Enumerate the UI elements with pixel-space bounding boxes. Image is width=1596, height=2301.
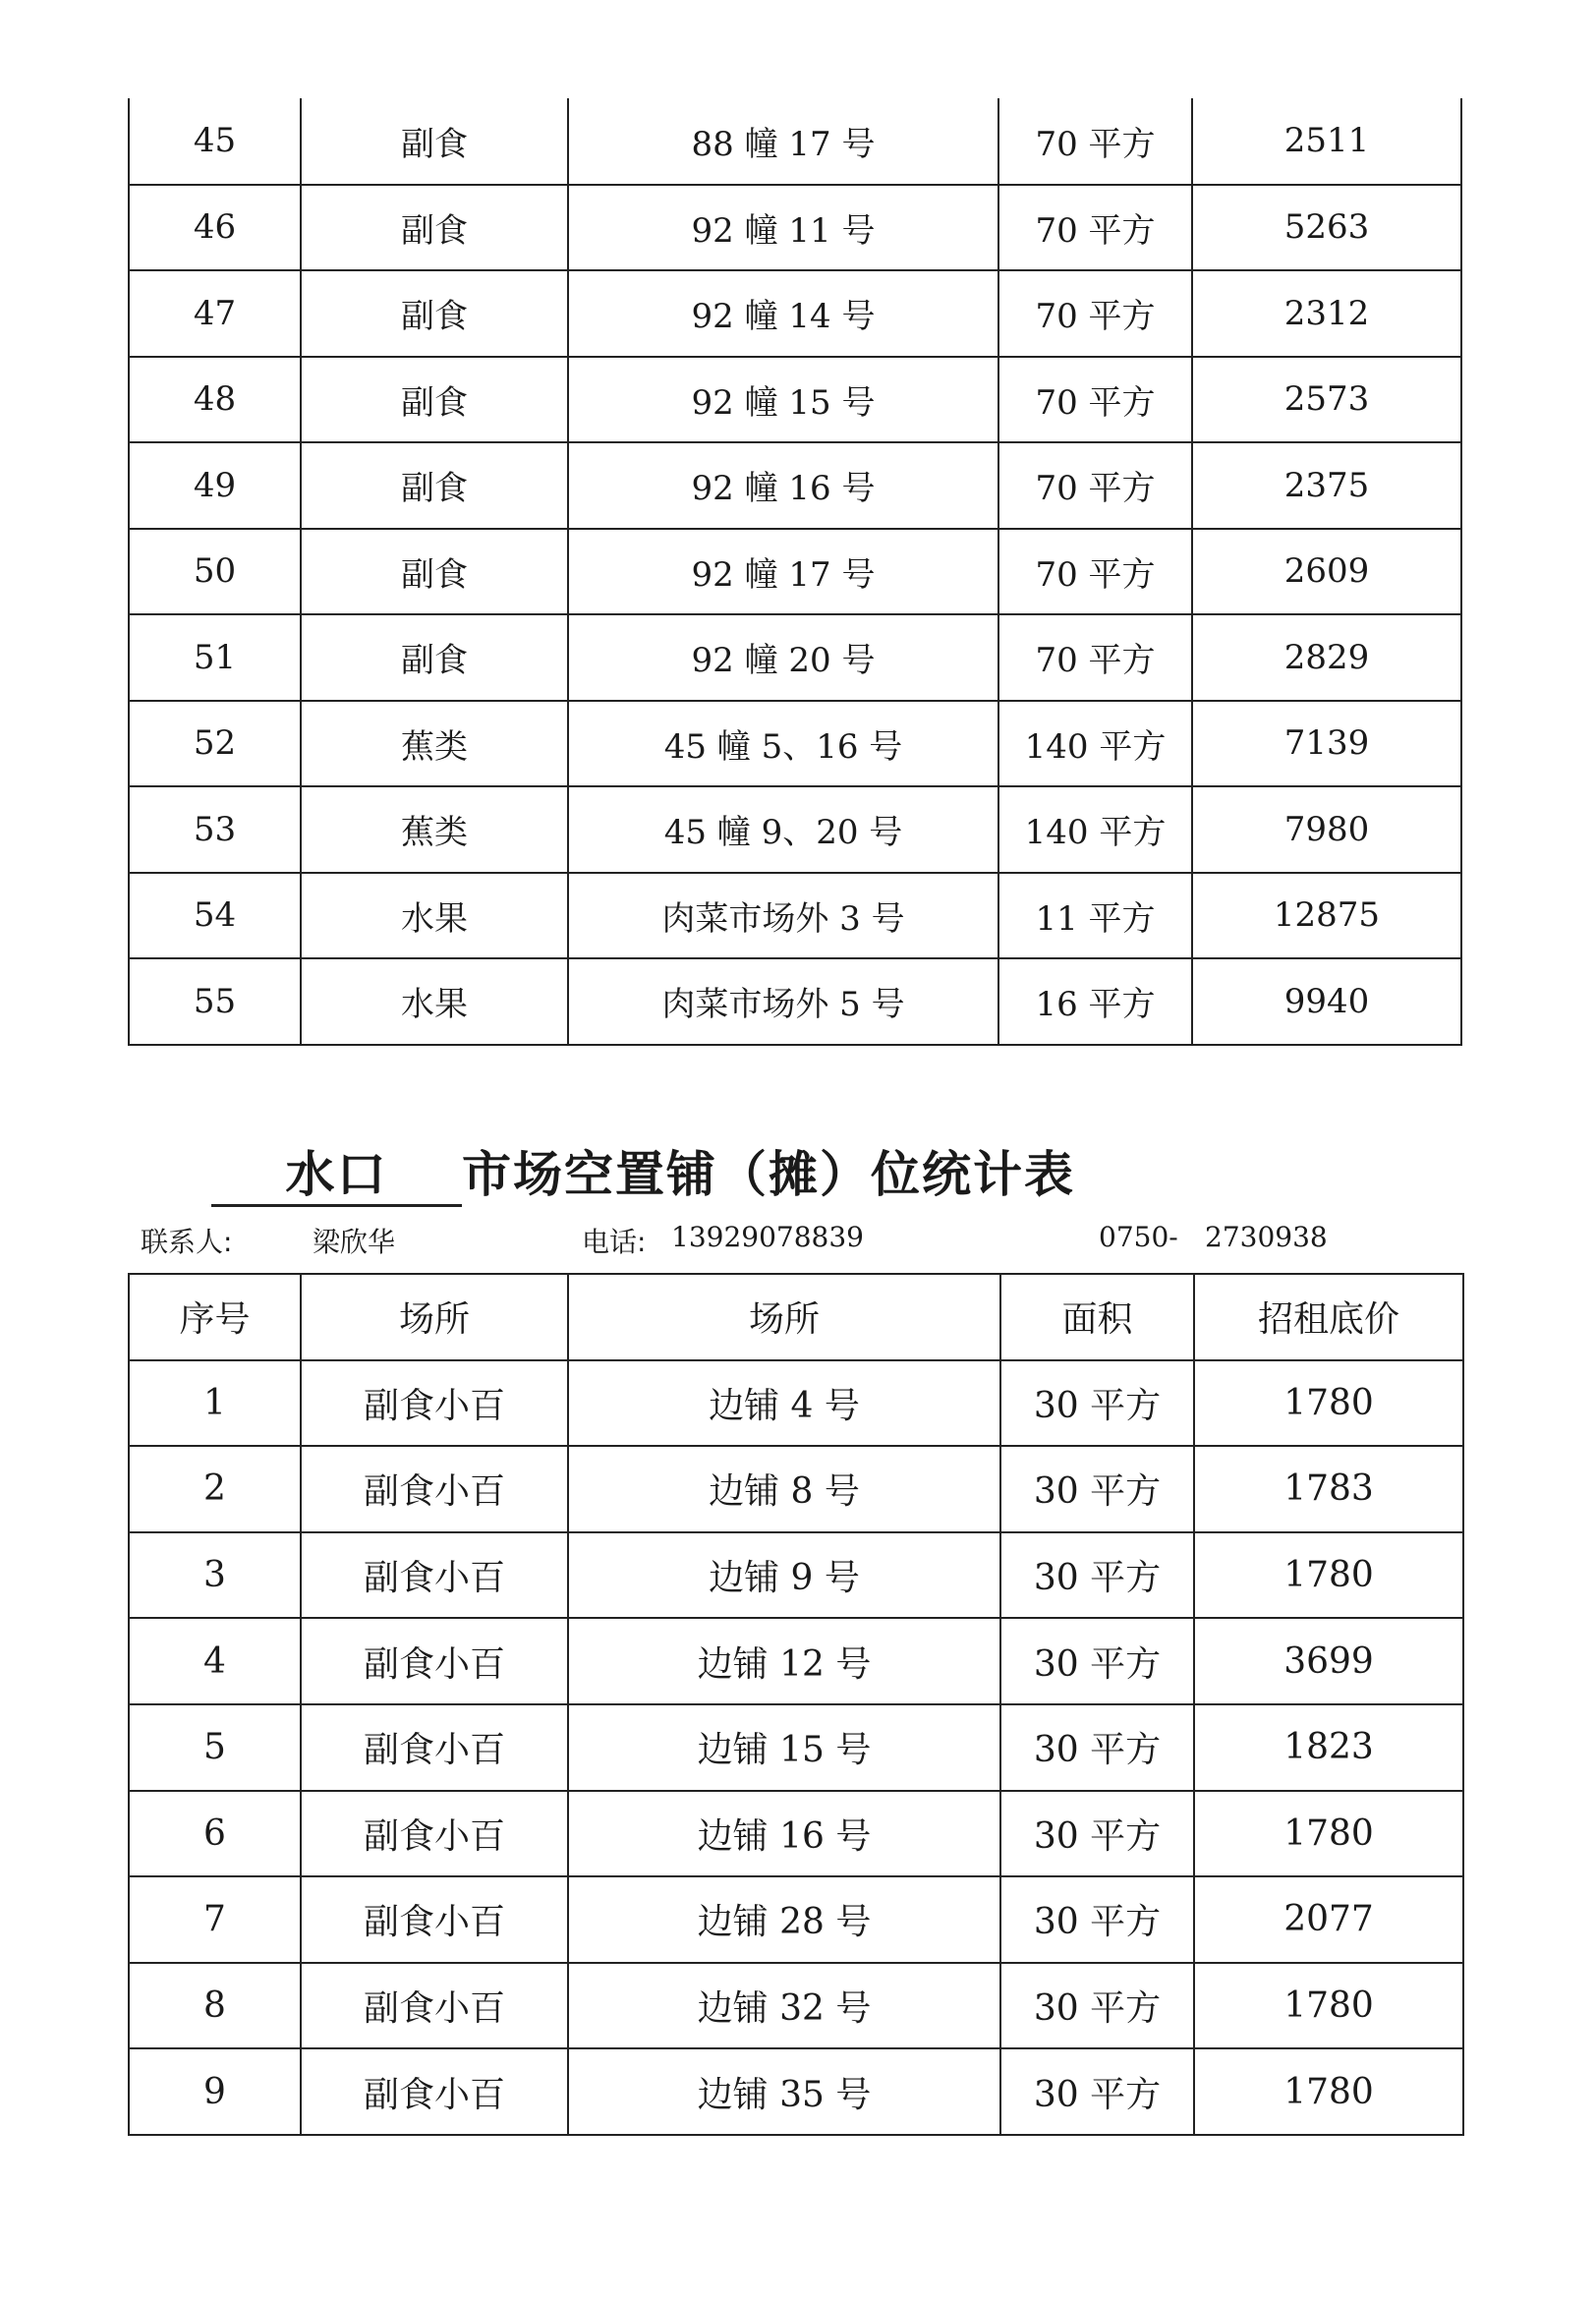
cell-category: 副食 <box>301 185 568 271</box>
cell-no: 47 <box>129 270 301 357</box>
table-row <box>129 2048 1463 2135</box>
top-rental-table <box>128 98 1462 1046</box>
cell-location: 45 幢 9、20 号 <box>568 786 998 873</box>
header-category: 场所 <box>301 1274 568 1360</box>
cell-area: 70 平方 <box>998 614 1192 701</box>
cell-price: 9940 <box>1192 958 1461 1045</box>
cell-price: 7980 <box>1192 786 1461 873</box>
cell-category: 副食 <box>301 270 568 357</box>
contact-name: 梁欣华 <box>313 1226 396 1258</box>
top-table-body <box>129 98 1461 1045</box>
table-row <box>129 1876 1463 1963</box>
cell-category: 副食 <box>301 529 568 615</box>
table-row <box>129 1446 1463 1532</box>
cell-category: 副食小百 <box>301 1360 568 1447</box>
cell-area: 30 平方 <box>1000 1532 1194 1619</box>
cell-area: 11 平方 <box>998 873 1192 959</box>
cell-category: 副食小百 <box>301 1876 568 1963</box>
table-row <box>129 442 1461 529</box>
cell-area: 16 平方 <box>998 958 1192 1045</box>
table-row <box>129 701 1461 787</box>
cell-area: 70 平方 <box>998 185 1192 271</box>
table-row <box>129 1963 1463 2049</box>
cell-location: 45 幢 5、16 号 <box>568 701 998 787</box>
cell-price: 2511 <box>1192 98 1461 185</box>
table-row <box>129 1704 1463 1791</box>
cell-category: 副食小百 <box>301 1704 568 1791</box>
cell-location: 边铺 12 号 <box>568 1618 1000 1704</box>
table-row <box>129 270 1461 357</box>
cell-area: 140 平方 <box>998 701 1192 787</box>
cell-location: 92 幢 14 号 <box>568 270 998 357</box>
cell-category: 副食小百 <box>301 1791 568 1877</box>
table-row <box>129 357 1461 443</box>
cell-location: 92 幢 16 号 <box>568 442 998 529</box>
cell-no: 5 <box>129 1704 301 1791</box>
phone-mobile: 13929078839 <box>671 1221 864 1253</box>
cell-location: 88 幢 17 号 <box>568 98 998 185</box>
cell-location: 92 幢 11 号 <box>568 185 998 271</box>
cell-category: 副食 <box>301 614 568 701</box>
cell-location: 边铺 16 号 <box>568 1791 1000 1877</box>
header-price: 招租底价 <box>1194 1274 1463 1360</box>
cell-no: 3 <box>129 1532 301 1619</box>
cell-no: 9 <box>129 2048 301 2135</box>
bottom-table-body <box>129 1360 1463 2135</box>
cell-location: 边铺 4 号 <box>568 1360 1000 1447</box>
cell-location: 边铺 28 号 <box>568 1876 1000 1963</box>
cell-location: 92 幢 20 号 <box>568 614 998 701</box>
cell-category: 副食 <box>301 98 568 185</box>
cell-no: 1 <box>129 1360 301 1447</box>
cell-category: 副食小百 <box>301 1618 568 1704</box>
cell-no: 6 <box>129 1791 301 1877</box>
cell-area: 30 平方 <box>1000 1963 1194 2049</box>
cell-category: 副食小百 <box>301 2048 568 2135</box>
cell-location: 边铺 32 号 <box>568 1963 1000 2049</box>
table-row <box>129 786 1461 873</box>
cell-no: 54 <box>129 873 301 959</box>
cell-area: 30 平方 <box>1000 1618 1194 1704</box>
contact-label: 联系人: <box>141 1226 233 1258</box>
cell-price: 12875 <box>1192 873 1461 959</box>
table-header-row <box>129 1274 1463 1360</box>
cell-no: 46 <box>129 185 301 271</box>
cell-area: 70 平方 <box>998 98 1192 185</box>
cell-no: 7 <box>129 1876 301 1963</box>
cell-category: 副食 <box>301 357 568 443</box>
cell-location: 92 幢 15 号 <box>568 357 998 443</box>
cell-category: 蕉类 <box>301 786 568 873</box>
table-row <box>129 98 1461 185</box>
cell-price: 1780 <box>1194 1963 1463 2049</box>
header-no: 序号 <box>129 1274 301 1360</box>
cell-no: 53 <box>129 786 301 873</box>
cell-price: 2077 <box>1194 1876 1463 1963</box>
cell-area: 70 平方 <box>998 270 1192 357</box>
cell-price: 2829 <box>1192 614 1461 701</box>
cell-no: 49 <box>129 442 301 529</box>
cell-no: 50 <box>129 529 301 615</box>
phone-label: 电话: <box>582 1226 647 1258</box>
cell-price: 1783 <box>1194 1446 1463 1532</box>
cell-no: 8 <box>129 1963 301 2049</box>
table-row <box>129 1360 1463 1447</box>
table-row <box>129 1618 1463 1704</box>
cell-price: 1780 <box>1194 2048 1463 2135</box>
cell-category: 副食小百 <box>301 1963 568 2049</box>
cell-location: 边铺 15 号 <box>568 1704 1000 1791</box>
cell-category: 水果 <box>301 873 568 959</box>
cell-area: 30 平方 <box>1000 1360 1194 1447</box>
cell-price: 2573 <box>1192 357 1461 443</box>
table-row <box>129 1791 1463 1877</box>
cell-location: 肉菜市场外 5 号 <box>568 958 998 1045</box>
cell-area: 30 平方 <box>1000 2048 1194 2135</box>
cell-no: 2 <box>129 1446 301 1532</box>
cell-price: 2312 <box>1192 270 1461 357</box>
cell-price: 1780 <box>1194 1532 1463 1619</box>
table-row <box>129 529 1461 615</box>
cell-category: 蕉类 <box>301 701 568 787</box>
phone-landline: 2730938 <box>1205 1221 1328 1253</box>
cell-no: 45 <box>129 98 301 185</box>
cell-category: 副食小百 <box>301 1446 568 1532</box>
cell-price: 1780 <box>1194 1791 1463 1877</box>
cell-area: 70 平方 <box>998 442 1192 529</box>
market-name: 水口 <box>211 1145 462 1207</box>
cell-category: 副食 <box>301 442 568 529</box>
cell-price: 2609 <box>1192 529 1461 615</box>
cell-area: 30 平方 <box>1000 1704 1194 1791</box>
cell-price: 1823 <box>1194 1704 1463 1791</box>
cell-price: 2375 <box>1192 442 1461 529</box>
cell-no: 51 <box>129 614 301 701</box>
phone-area-code: 0750- <box>1099 1221 1178 1253</box>
section-title <box>211 1135 1075 1207</box>
cell-no: 52 <box>129 701 301 787</box>
cell-price: 5263 <box>1192 185 1461 271</box>
cell-location: 肉菜市场外 3 号 <box>568 873 998 959</box>
cell-price: 3699 <box>1194 1618 1463 1704</box>
cell-area: 30 平方 <box>1000 1876 1194 1963</box>
cell-category: 水果 <box>301 958 568 1045</box>
table-row <box>129 958 1461 1045</box>
cell-no: 55 <box>129 958 301 1045</box>
cell-area: 30 平方 <box>1000 1791 1194 1877</box>
table-row <box>129 873 1461 959</box>
cell-area: 30 平方 <box>1000 1446 1194 1532</box>
cell-location: 边铺 8 号 <box>568 1446 1000 1532</box>
cell-area: 70 平方 <box>998 357 1192 443</box>
cell-price: 7139 <box>1192 701 1461 787</box>
cell-area: 140 平方 <box>998 786 1192 873</box>
cell-location: 边铺 35 号 <box>568 2048 1000 2135</box>
cell-no: 48 <box>129 357 301 443</box>
table-row <box>129 185 1461 271</box>
table-row <box>129 1532 1463 1619</box>
header-location: 场所 <box>568 1274 1000 1360</box>
cell-price: 1780 <box>1194 1360 1463 1447</box>
cell-no: 4 <box>129 1618 301 1704</box>
cell-location: 边铺 9 号 <box>568 1532 1000 1619</box>
header-area: 面积 <box>1000 1274 1194 1360</box>
title-text: 市场空置铺（摊）位统计表 <box>462 1146 1075 1203</box>
cell-location: 92 幢 17 号 <box>568 529 998 615</box>
cell-area: 70 平方 <box>998 529 1192 615</box>
cell-category: 副食小百 <box>301 1532 568 1619</box>
table-row <box>129 614 1461 701</box>
vacant-stall-table <box>128 1273 1464 2136</box>
